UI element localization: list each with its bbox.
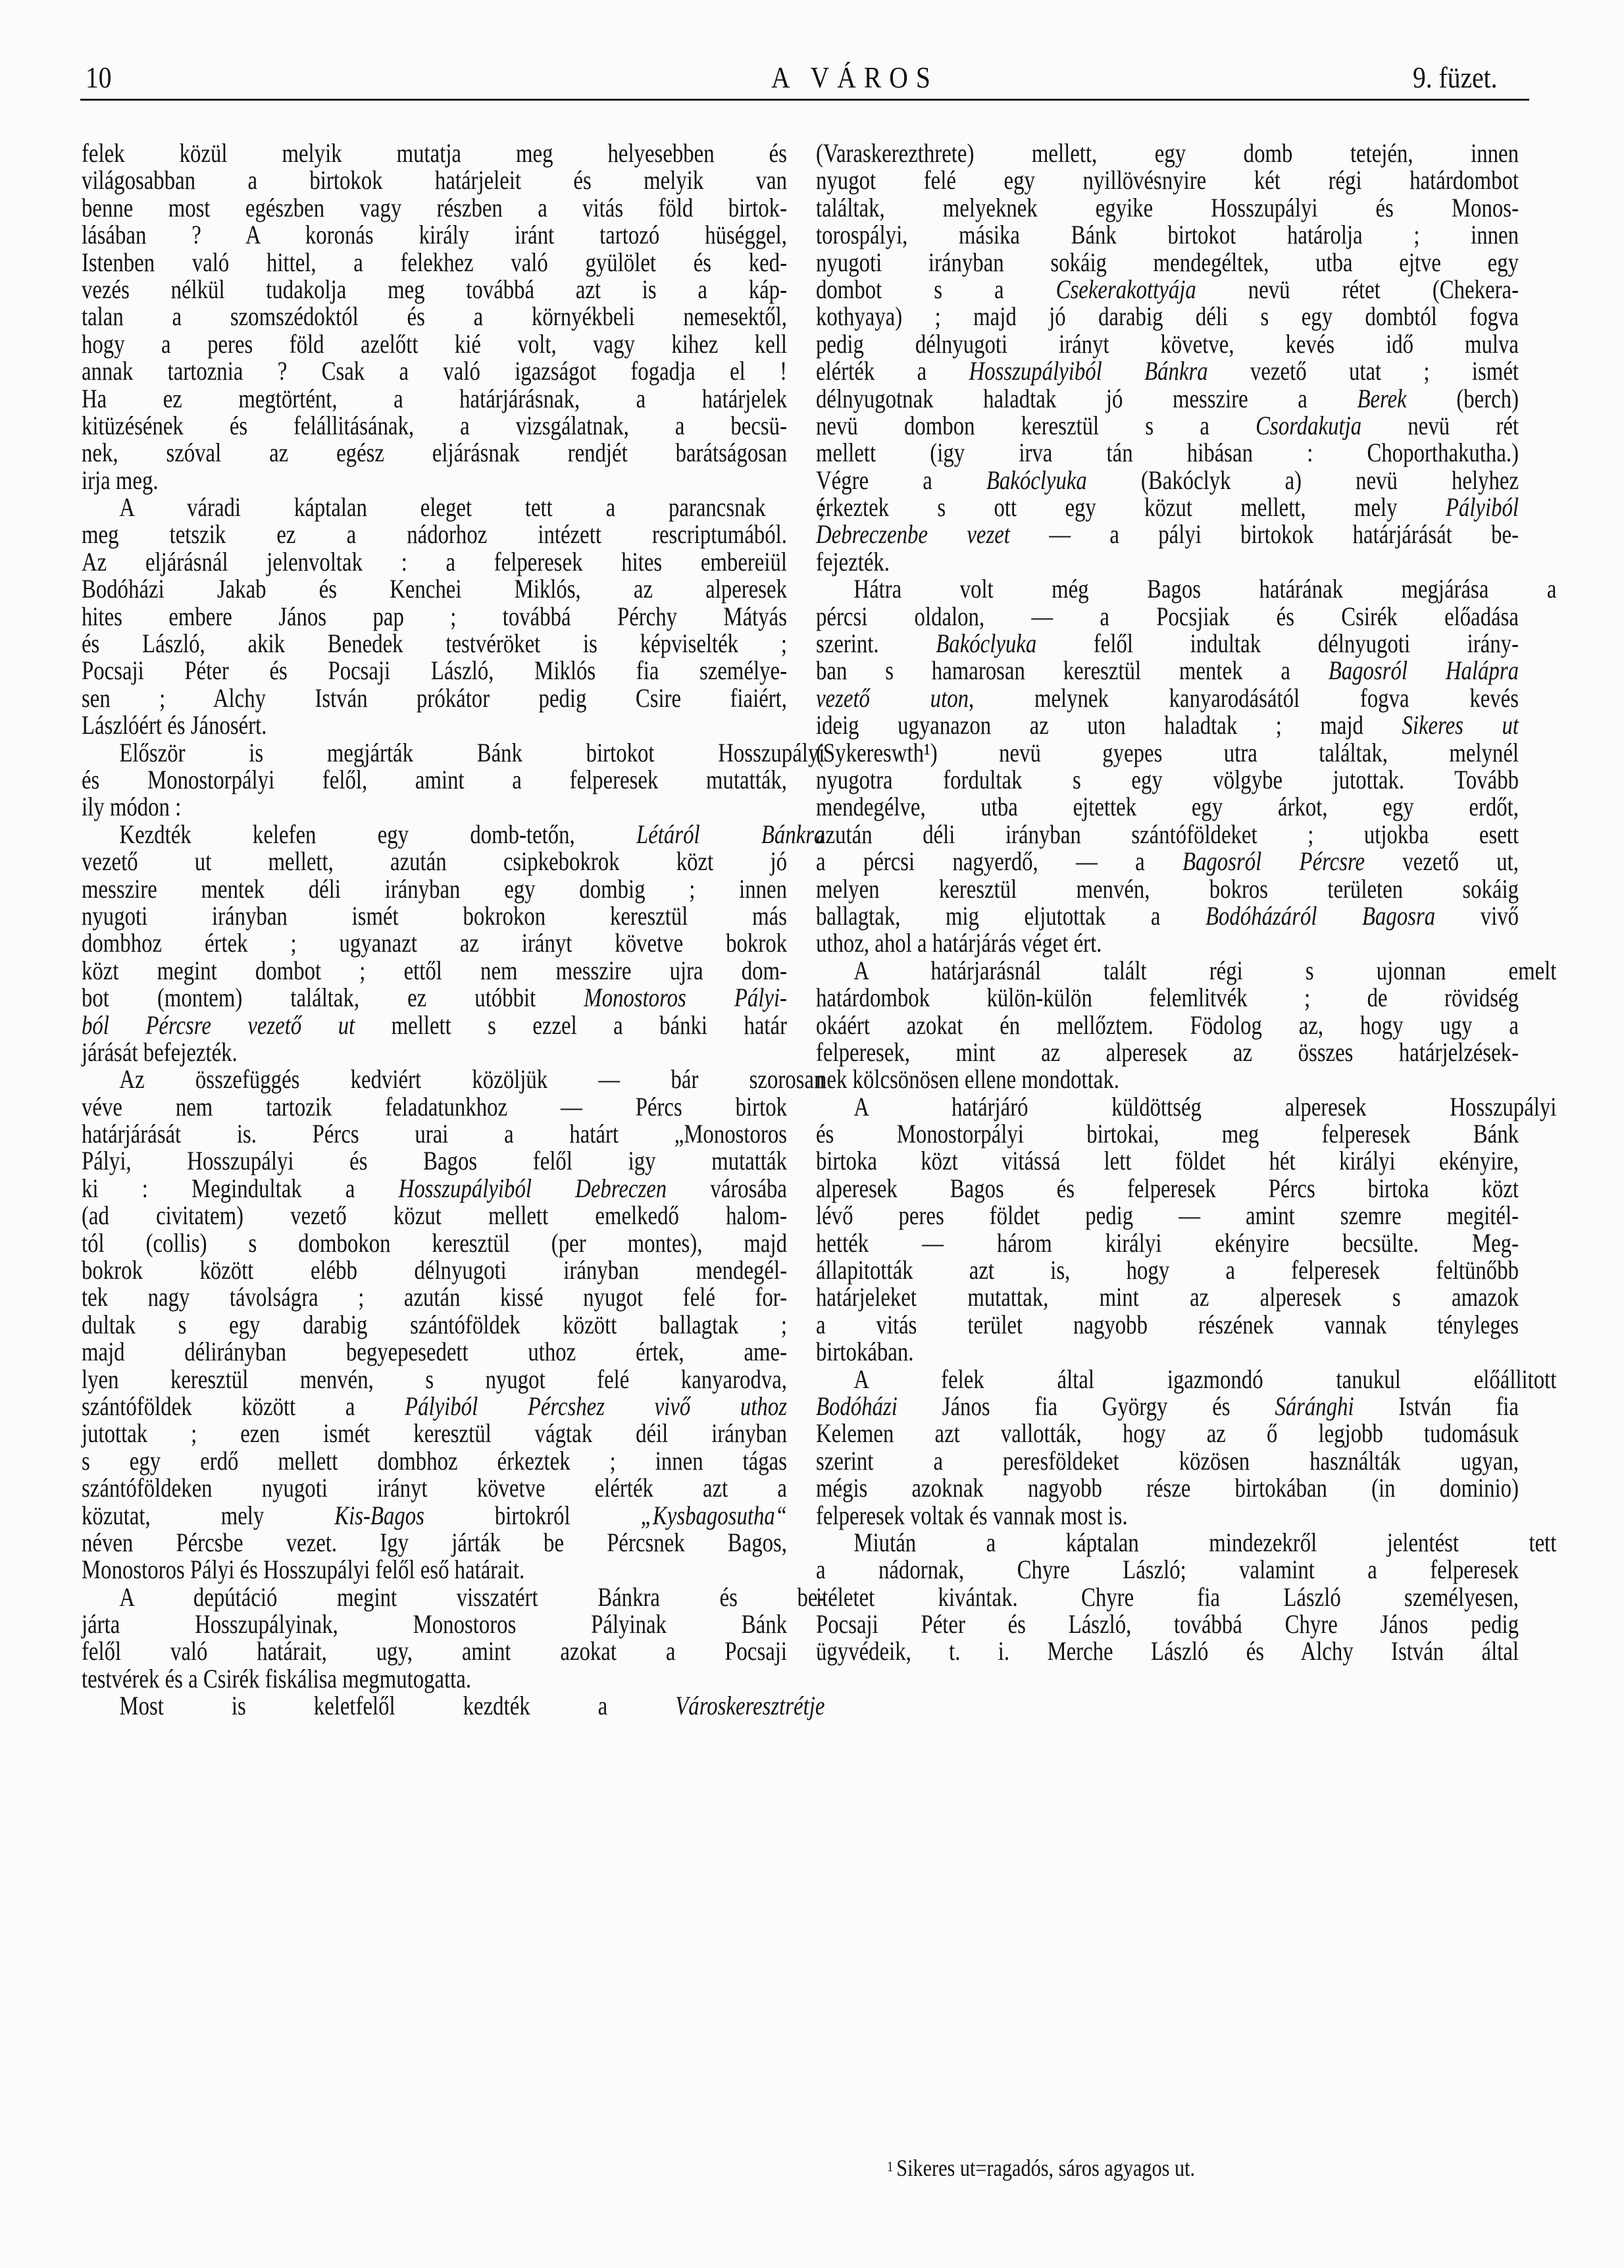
text-run: majd délirányban begyepesedett uthoz értek, ame- — [82, 1337, 787, 1367]
text-line — [816, 1120, 1519, 1147]
italic-place-name: Sáránghi — [1275, 1391, 1354, 1421]
text-line — [82, 1147, 787, 1174]
footnote-text: Sikeres ut=ragadós, sáros agyagos ut. — [896, 2155, 1196, 2181]
italic-place-name: Bagosról Halápra — [1328, 656, 1519, 686]
text-run: a pércsi nagyerdő, — a — [816, 846, 1182, 877]
text-line — [816, 902, 1519, 929]
text-line — [82, 1556, 787, 1583]
text-run: hites embere János pap ; továbbá Pérchy Mátyás — [82, 601, 787, 631]
text-line — [82, 766, 787, 793]
text-run: felek közül melyik mutatja meg helyesebben és — [82, 138, 787, 168]
text-run: tek nagy távolságra ; azután kissé nyugot felé for- — [82, 1282, 787, 1312]
text-run: Kelemen azt vallották, hogy az ő legjobb tudomásuk — [816, 1418, 1519, 1449]
text-line — [816, 657, 1519, 684]
text-run: okáért azokat én mellőztem. Födolog az, hogy ugy a — [816, 1010, 1519, 1040]
text-run: elérték a — [816, 356, 969, 386]
text-line — [82, 630, 787, 657]
text-line — [816, 603, 1519, 630]
text-line — [82, 1529, 787, 1556]
text-run: jutottak ; ezen ismét keresztül vágtak déil irányban — [82, 1418, 787, 1449]
text-line — [82, 929, 787, 956]
text-line — [816, 739, 1519, 766]
text-line — [82, 1691, 825, 1721]
text-run: határjeleket mutattak, mint az alperesek s amazok — [816, 1282, 1519, 1312]
text-line — [816, 1584, 1519, 1611]
text-column-left — [82, 138, 825, 1721]
text-line — [816, 955, 1557, 985]
text-run: a vitás terület nagyobb részének vannak tényleges — [816, 1309, 1519, 1339]
text-line — [816, 1202, 1519, 1229]
text-run: bokrok között elébb délnyugoti irányban mendegél- — [82, 1255, 787, 1285]
text-run: felperesek, mint az alperesek az összes határjelzések- — [816, 1037, 1519, 1067]
text-run: délnyugotnak haladtak jó messzire a — [816, 383, 1358, 413]
text-line — [82, 194, 787, 221]
text-line — [816, 276, 1519, 303]
text-line — [82, 684, 787, 711]
text-run: Kezdték kelefen egy domb-tetőn, — [119, 819, 636, 849]
text-run: kitüzésének és felállitásának, a vizsgálatnak, a becsü- — [82, 410, 787, 440]
text-run: hogy a peres föld azelőtt kié volt, vagy kihez kell — [82, 328, 787, 359]
italic-place-name: Pályiból Pércshez vivő uthoz — [405, 1391, 787, 1421]
text-run: hették — három királyi ekényire becsülte. Meg- — [816, 1227, 1519, 1258]
text-run: István fia — [1354, 1391, 1519, 1421]
text-line — [82, 412, 787, 439]
text-run: mendegélve, utba ejtettek egy árkot, egy erdőt, — [816, 792, 1519, 822]
text-run: szerint. — [816, 629, 936, 659]
text-run: vezető ut mellett, azután csipkebokrok közt jó — [82, 846, 787, 877]
text-line — [816, 167, 1519, 193]
text-line — [816, 249, 1519, 276]
text-line — [816, 1527, 1557, 1557]
text-run: Pocsaji Péter és László, továbbá Chyre János pedig — [816, 1609, 1519, 1639]
text-run: A depútáció megint visszatért Bánkra és be- — [119, 1582, 825, 1612]
text-run: testvérek és a Csirék fiskálisa megmutogatta. — [82, 1663, 472, 1693]
text-run: azután déli irányban szántóföldeket ; utjokba esett — [816, 819, 1519, 849]
text-line — [82, 1229, 787, 1256]
text-line — [82, 1393, 787, 1420]
text-run: és Monostorpályi felől, amint a felperesek mutatták, — [82, 764, 787, 794]
text-line — [82, 603, 787, 630]
text-line — [82, 1175, 787, 1202]
text-run: felől való határait, ugy, amint azokat a Pocsaji — [82, 1636, 787, 1666]
text-run: felől indultak délnyugoti irány- — [1036, 629, 1519, 659]
text-line — [82, 1502, 787, 1529]
text-line — [82, 793, 787, 820]
italic-place-name: Bodóházáról Bagosra — [1205, 900, 1436, 931]
text-line — [816, 221, 1519, 248]
text-run: határjárását is. Pércs urai a határt „Monostoros — [82, 1119, 787, 1149]
text-line — [82, 1611, 787, 1637]
text-run: mégis azoknak nagyobb része birtokában (in dominio) — [816, 1473, 1519, 1503]
text-run: A határjáró küldöttség alperesek Hosszupályi — [853, 1091, 1557, 1121]
text-run: tól (collis) s dombokon keresztül (per montes), majd — [82, 1227, 787, 1258]
text-line — [82, 902, 787, 929]
italic-place-name: Bodóházi — [816, 1391, 898, 1421]
footnote-marker: 1 — [887, 2158, 894, 2175]
text-line — [816, 1474, 1519, 1501]
text-run: (berch) — [1406, 383, 1519, 413]
text-line — [816, 1229, 1519, 1256]
italic-place-name: Monostoros Pályi- — [584, 983, 787, 1013]
italic-place-name: Városkeresztrétje — [675, 1691, 825, 1721]
text-run: közutat, mely — [82, 1500, 335, 1530]
page-number: 10 — [86, 61, 112, 94]
text-run: (Sykereswth¹) nevü gyepes utra találtak, melynél — [816, 737, 1519, 767]
text-run: benne most egészben vagy részben a vitás föld birtok- — [82, 192, 787, 222]
text-column-right — [816, 138, 1557, 1666]
text-run: véve nem tartozik feladatunkhoz — Pércs birtok — [82, 1091, 787, 1121]
text-line — [82, 1256, 787, 1283]
text-run: melyen keresztül menvén, bokros területen sokáig — [816, 873, 1519, 904]
text-line — [816, 494, 1519, 521]
text-run: találtak, melyeknek egyike Hosszupályi és Monos- — [816, 192, 1519, 222]
text-run: Hátra volt még Bagos határának megjárása a — [853, 574, 1557, 604]
text-run: irja meg. — [82, 465, 159, 495]
text-line — [82, 1120, 787, 1147]
text-run: nevü rét — [1361, 410, 1519, 440]
text-run: uthoz, ahol a határjárás véget ért. — [816, 928, 1102, 958]
text-line — [816, 574, 1557, 604]
text-run: Istenben való hittel, a felekhez való gyülölet és ked- — [82, 247, 787, 277]
footnote — [887, 2153, 1195, 2182]
text-line — [816, 1256, 1519, 1283]
text-line — [816, 1502, 1519, 1529]
italic-place-name: Létáról Bánkra — [636, 819, 825, 849]
text-line — [816, 521, 1519, 548]
text-line — [82, 1064, 825, 1095]
text-run: vezés nélkül tudakolja meg továbbá azt is a káp- — [82, 274, 787, 304]
text-run: világosabban a birtokok határjeleit és melyik van — [82, 165, 787, 195]
text-line — [82, 1012, 787, 1039]
text-line — [816, 357, 1519, 384]
text-line — [816, 684, 1519, 711]
text-line — [816, 1283, 1519, 1310]
text-line — [82, 957, 787, 984]
text-line — [816, 330, 1519, 357]
text-line — [82, 1311, 787, 1338]
text-line — [82, 276, 787, 303]
text-run: ballagtak, mig eljutottak a — [816, 900, 1205, 931]
text-run: pedig délnyugoti irányt követve, kevés idő mulva — [816, 328, 1519, 359]
text-run: néven Pércsbe vezet. Igy járták be Pércsnek Bagos, — [82, 1527, 787, 1557]
text-line — [816, 929, 1519, 956]
text-run: Először is megjárták Bánk birtokot Hosszupályi — [119, 737, 825, 767]
text-run: (Varaskerezthrete) mellett, egy domb tetején, innen — [816, 138, 1519, 168]
text-run: dultak s egy darabig szántóföldek között ballagtak ; — [82, 1309, 787, 1339]
text-line — [816, 1039, 1519, 1066]
italic-place-name: „Kysbagosutha“ — [640, 1500, 787, 1530]
text-line — [82, 875, 787, 902]
text-line — [816, 848, 1519, 875]
text-line — [816, 1147, 1519, 1174]
text-line — [816, 766, 1519, 793]
italic-place-name: Csordakutja — [1256, 410, 1362, 440]
text-run: A váradi káptalan eleget tett a parancsnak ; — [119, 492, 825, 523]
text-line — [82, 1637, 787, 1664]
text-run: meg tetszik ez a nádorhoz intézett rescriptumából. — [82, 519, 787, 550]
text-run: dombhoz értek ; ugyanazt az irányt követve bokrok — [82, 928, 787, 958]
text-line — [82, 984, 787, 1011]
text-run: birtokról — [424, 1500, 641, 1530]
text-run: és László, akik Benedek testvéröket is képviselték ; — [82, 629, 787, 659]
text-run: ki : Megindultak a — [82, 1173, 399, 1203]
text-line — [82, 221, 787, 248]
text-line — [816, 1420, 1519, 1447]
running-header — [80, 58, 1529, 97]
text-run: kothyaya) ; majd jó darabig déli s egy dombtól fogva — [816, 301, 1519, 332]
text-run: ügyvédeik, t. i. Merche László és Alchy István által — [816, 1636, 1519, 1666]
text-run: birtokában. — [816, 1337, 914, 1367]
text-run: pércsi oldalon, — a Pocsjiak és Csirék előadása — [816, 601, 1519, 631]
text-run: nyugot felé egy nyillövésnyire két régi határdombot — [816, 165, 1519, 195]
text-run: felperesek voltak és vannak most is. — [816, 1500, 1128, 1530]
text-line — [816, 1637, 1519, 1664]
text-run: nyugoti irányban ismét bokrokon keresztül más — [82, 900, 787, 931]
italic-place-name: ból Pércsre vezető ut — [82, 1010, 355, 1040]
text-run: nek kölcsönösen ellene mondottak. — [816, 1064, 1119, 1095]
text-run: dombot s a — [816, 274, 1056, 304]
text-line — [816, 875, 1519, 902]
text-run: nevü rétet (Chekera- — [1196, 274, 1519, 304]
text-run: nyugoti irányban sokáig mendegéltek, utba ejtve egy — [816, 247, 1519, 277]
text-line — [816, 793, 1519, 820]
text-run: Az összefüggés kedviért közöljük — bár szorosan — [119, 1064, 825, 1095]
header-rule — [80, 99, 1529, 101]
text-run: járását befejezték. — [82, 1037, 238, 1067]
text-line — [816, 467, 1519, 494]
text-run: torospályi, másika Bánk birtokot határolja ; innen — [816, 220, 1519, 250]
italic-place-name: Bakóclyuka — [936, 629, 1037, 659]
italic-place-name: Pályiból — [1445, 492, 1519, 523]
text-run: és Monostorpályi birtokai, meg felperesek Bánk — [816, 1119, 1519, 1149]
text-line — [816, 1012, 1519, 1039]
text-line — [82, 467, 787, 494]
text-line — [82, 330, 787, 357]
text-run: városába — [667, 1173, 787, 1203]
text-line — [82, 439, 787, 466]
text-run: s egy erdő mellett dombhoz érkeztek ; innen tágas — [82, 1445, 787, 1476]
text-run: ily módon : — [82, 792, 182, 822]
text-line — [816, 385, 1519, 412]
text-run: nyugotra fordultak s egy völgybe jutottak. Tovább — [816, 764, 1519, 794]
italic-place-name: Bakóclyuka — [986, 465, 1087, 495]
italic-place-name: Sikeres ut — [1402, 710, 1519, 740]
text-run: Végre a — [816, 465, 986, 495]
text-run: állapitották azt is, hogy a felperesek feltünőbb — [816, 1255, 1519, 1285]
text-run: mellett (igy irva tán hibásan : Choporthakutha.) — [816, 438, 1519, 468]
text-line — [82, 848, 787, 875]
text-run: , melynek kanyarodásától fogva kevés — [969, 683, 1519, 713]
text-run: nevü dombon keresztül s a — [816, 410, 1256, 440]
text-line — [816, 1556, 1519, 1583]
text-run: Miután a káptalan mindezekről jelentést tett — [853, 1527, 1557, 1557]
text-line — [82, 657, 787, 684]
text-line — [82, 357, 787, 384]
text-line — [82, 1338, 787, 1365]
text-run: — a pályi birtokok határjárását be- — [1009, 519, 1519, 550]
text-run: a nádornak, Chyre László; valamint a felperesek — [816, 1555, 1519, 1585]
text-run: Pocsaji Péter és Pocsaji László, Miklós fia személye- — [82, 656, 787, 686]
text-run: vivő — [1435, 900, 1519, 931]
text-line — [816, 821, 1519, 848]
text-run: szántóföldek között a — [82, 1391, 405, 1421]
text-line — [816, 303, 1519, 330]
text-run: szerint a peresföldeket közösen használták ugyan, — [816, 1445, 1519, 1476]
text-line — [82, 167, 787, 193]
text-run: ban s hamarosan keresztül mentek a — [816, 656, 1329, 686]
text-run: szántóföldeken nyugoti irányt követve elérték azt a — [82, 1473, 787, 1503]
text-run: (Bakóclyk a) nevü helyhez — [1086, 465, 1519, 495]
text-line — [82, 819, 825, 849]
text-run: messzire mentek déli irányban egy dombig ; innen — [82, 873, 787, 904]
text-line — [816, 439, 1519, 466]
text-line — [816, 1091, 1557, 1121]
text-line — [816, 140, 1519, 167]
issue-label: 9. füzet. — [1413, 61, 1498, 94]
text-run: lévő peres földet pedig — amint szemre megitél- — [816, 1200, 1519, 1231]
text-run: annak tartoznia ? Csak a való igazságot fogadja el ! — [82, 356, 787, 386]
text-line — [82, 1366, 787, 1393]
text-run: vezető utat ; ismét — [1207, 356, 1519, 386]
text-line — [816, 1175, 1519, 1202]
text-line — [82, 711, 787, 738]
text-run: Lászlóért és Jánosért. — [82, 710, 267, 740]
text-run: bot (montem) találtak, ez utóbbit — [82, 983, 584, 1013]
journal-title: A VÁROS — [771, 61, 938, 94]
text-run: birtoka közt vitássá lett földet hét királyi ekényire, — [816, 1146, 1519, 1176]
text-run: (ad civitatem) vezető közut mellett emelkedő halom- — [82, 1200, 787, 1231]
text-run: alperesek Bagos és felperesek Pércs birtoka közt — [816, 1173, 1519, 1203]
text-line — [82, 737, 825, 767]
text-line — [82, 1093, 787, 1120]
text-run: Ha ez megtörtént, a határjárásnak, a határjelek — [82, 383, 787, 413]
text-run: Most is keletfelől kezdték a — [119, 1691, 676, 1721]
text-line — [82, 1420, 787, 1447]
text-line — [82, 1582, 825, 1612]
text-line — [82, 249, 787, 276]
text-line — [816, 1447, 1519, 1474]
text-run: mellett s ezzel a bánki határ — [355, 1010, 787, 1040]
italic-place-name: Csekerakottyája — [1055, 274, 1196, 304]
text-line — [82, 303, 787, 330]
text-run: János fia György és — [897, 1391, 1275, 1421]
text-run: érkeztek s ott egy közut mellett, mely — [816, 492, 1446, 523]
text-run: járta Hosszupályinak, Monostoros Pályinak Bánk — [82, 1609, 787, 1639]
text-line — [82, 575, 787, 602]
text-line — [82, 385, 787, 412]
text-line — [82, 1039, 787, 1066]
italic-place-name: vezető uton — [816, 683, 969, 713]
text-line — [816, 984, 1519, 1011]
text-line — [816, 1338, 1519, 1365]
text-run: fejezték. — [816, 546, 890, 577]
text-line — [816, 1393, 1519, 1420]
text-line — [82, 548, 787, 575]
italic-place-name: Hosszupályiból Debreczen — [398, 1173, 667, 1203]
text-line — [816, 1611, 1519, 1637]
text-line — [816, 711, 1519, 738]
text-run: lyen keresztül menvén, s nyugot felé kanyarodva, — [82, 1364, 787, 1394]
text-run: talan a szomszédoktól és a környékbeli nemesektől, — [82, 301, 787, 332]
text-line — [82, 140, 787, 167]
text-run: ideig ugyanazon az uton haladtak ; majd — [816, 710, 1402, 740]
text-run: Monostoros Pályi és Hosszupályi felől eső határait. — [82, 1555, 525, 1585]
text-run: sen ; Alchy István prókátor pedig Csire fiaiért, — [82, 683, 787, 713]
text-run: lásában ? A koronás király iránt tartozó hüséggel, — [82, 220, 787, 250]
text-line — [82, 1447, 787, 1474]
text-run: nek, szóval az egész eljárásnak rendjét barátságosan — [82, 438, 787, 468]
text-line — [82, 1202, 787, 1229]
text-line — [82, 492, 825, 523]
text-line — [816, 630, 1519, 657]
text-line — [816, 194, 1519, 221]
text-run: itéletet kivántak. Chyre fia László személyesen, — [816, 1582, 1519, 1612]
text-run: közt megint dombot ; ettől nem messzire ujra dom- — [82, 955, 787, 985]
text-run: Pályi, Hosszupályi és Bagos felől igy mutatták — [82, 1146, 787, 1176]
text-line — [816, 1311, 1519, 1338]
text-line — [816, 412, 1519, 439]
text-line — [82, 1283, 787, 1310]
text-run: A határjarásnál talált régi s ujonnan emelt — [853, 955, 1557, 985]
text-line — [816, 1364, 1557, 1394]
italic-place-name: Kis-Bagos — [334, 1500, 424, 1530]
text-run: vezető ut, — [1365, 846, 1519, 877]
italic-place-name: Berek — [1357, 383, 1407, 413]
text-run: A felek által igazmondó tanukul előállitott — [853, 1364, 1557, 1394]
italic-place-name: Debreczenbe vezet — [816, 519, 1010, 550]
text-run: határdombok külön-külön felemlitvék ; de rövidség — [816, 983, 1519, 1013]
text-line — [82, 1665, 787, 1692]
text-line — [82, 521, 787, 548]
text-line — [816, 1066, 1519, 1093]
text-run: Bodóházi Jakab és Kenchei Miklós, az alperesek — [82, 574, 787, 604]
text-line — [82, 1474, 787, 1501]
italic-place-name: Bagosról Pércsre — [1182, 846, 1365, 877]
text-line — [816, 548, 1519, 575]
text-run: Az eljárásnál jelenvoltak : a felperesek hites embereiül — [82, 546, 787, 577]
italic-place-name: Hosszupályiból Bánkra — [969, 356, 1208, 386]
